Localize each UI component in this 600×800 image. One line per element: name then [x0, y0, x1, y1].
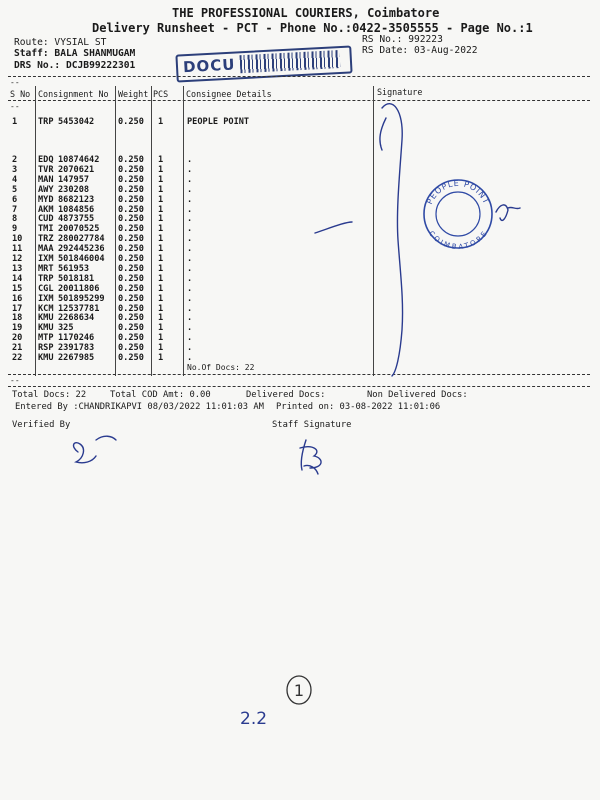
total-cod: Total COD Amt: 0.00	[110, 390, 211, 400]
seal-top-text: PEOPLE POINT	[424, 178, 492, 206]
seal-initial	[496, 205, 520, 221]
row-sno: 10	[12, 234, 23, 245]
row-consignment-no: 292445236	[58, 244, 105, 255]
col-signature: Signature	[377, 87, 423, 97]
row-sno: 19	[12, 323, 23, 334]
row-pcs: 1	[158, 353, 164, 363]
row-pcs: 1	[158, 155, 164, 165]
row-weight: 0.250	[118, 194, 144, 205]
row-weight: 0.250	[118, 155, 144, 165]
row-consignee: .	[187, 273, 193, 284]
verified-signature	[74, 436, 116, 463]
row-weight: 0.250	[118, 174, 144, 185]
row-pcs: 1	[158, 303, 164, 314]
row-sno: 2	[12, 155, 18, 165]
row-consignee: .	[187, 263, 193, 274]
row-code: KMU	[38, 353, 54, 363]
row-sno: 6	[12, 194, 18, 205]
row-weight: 0.250	[118, 273, 144, 284]
row-pcs: 1	[158, 244, 164, 255]
row-consignee: .	[187, 184, 193, 195]
runsheet-subtitle: Delivery Runsheet - PCT - Phone No.:0422-3505555 - Page No.:1	[92, 21, 533, 35]
row-consignee: .	[187, 174, 193, 185]
company-title: THE PROFESSIONAL COURIERS, Coimbatore	[172, 6, 440, 20]
row-weight: 0.250	[118, 234, 144, 245]
row-code: MRT	[38, 263, 54, 274]
row-consignee: .	[187, 234, 193, 245]
row-sno: 21	[12, 343, 23, 354]
row-code: TMI	[38, 224, 54, 235]
row-sno: 9	[12, 224, 18, 235]
row-code: KMU	[38, 313, 54, 324]
people-point-seal	[424, 179, 492, 251]
row-weight: 0.250	[118, 293, 144, 304]
verified-by-label: Verified By	[12, 420, 71, 430]
row-consignee: .	[187, 254, 193, 264]
circled-number: 1	[293, 681, 305, 700]
row-code: AWY	[38, 184, 54, 195]
row-code: EDQ	[38, 155, 54, 165]
row-weight: 0.250	[118, 353, 144, 363]
staff-signature	[300, 440, 321, 474]
row-code: IXM	[38, 254, 54, 264]
row-consignment-no: 20011806	[58, 283, 100, 294]
printed-on: Printed on: 03-08-2022 11:01:06	[276, 402, 441, 412]
row-consignment-no: 2267985	[58, 353, 95, 363]
row-consignee: .	[187, 303, 193, 314]
row-consignment-no: 5018181	[58, 273, 95, 284]
row-pcs: 1	[158, 273, 164, 284]
row-sno: 3	[12, 164, 18, 175]
row-consignment-no: 147957	[58, 174, 90, 185]
row-consignee: .	[187, 333, 193, 344]
row-code: CGL	[38, 283, 54, 294]
recipient-signature	[315, 104, 403, 376]
row-weight: 0.250	[118, 204, 144, 215]
row-consignee: .	[187, 155, 193, 165]
row-weight: 0.250	[118, 263, 144, 274]
row-consignment-no: 4873755	[58, 214, 95, 225]
col-sno: S No	[10, 89, 31, 99]
row-consignee: .	[187, 194, 193, 205]
row-weight: 0.250	[118, 254, 144, 264]
row-code: MAA	[38, 244, 54, 255]
row-code: MTP	[38, 333, 54, 344]
row-sno: 7	[12, 204, 18, 215]
row-consignment-no: 10874642	[58, 155, 100, 165]
row-consignment-no: 1170246	[58, 333, 95, 344]
row-consignment-no: 12537781	[58, 303, 100, 314]
row-weight: 0.250	[118, 343, 144, 354]
row-code: TVR	[38, 164, 54, 175]
row-consignee: .	[187, 214, 193, 225]
col-consignment: Consignment No	[38, 89, 109, 99]
row-consignment-no: 2070621	[58, 164, 95, 175]
row-sno: 13	[12, 263, 23, 274]
row-consignment-no: 325	[58, 323, 74, 334]
row-pcs: 1	[158, 283, 164, 294]
staff-signature-label: Staff Signature	[272, 420, 352, 430]
row-consignment-no: 8682123	[58, 194, 95, 205]
row-weight: 0.250	[118, 333, 144, 344]
row-weight: 0.250	[118, 214, 144, 225]
row-consignee: .	[187, 224, 193, 235]
total-docs: Total Docs: 22	[12, 390, 87, 400]
row-sno: 18	[12, 313, 23, 324]
rs-number: RS No.: 992223	[362, 34, 443, 45]
row-pcs: 1	[158, 224, 164, 235]
row-consignee: PEOPLE POINT	[187, 117, 250, 127]
row-consignment-no: 501895299	[58, 293, 105, 304]
non-delivered-docs: Non Delivered Docs:	[367, 390, 468, 400]
row-sno: 16	[12, 293, 23, 304]
row-weight: 0.250	[118, 323, 144, 334]
row-weight: 0.250	[118, 224, 144, 235]
row-pcs: 1	[158, 313, 164, 324]
row-consignee: .	[187, 353, 193, 363]
row-code: TRZ	[38, 234, 54, 245]
row-consignment-no: 1084856	[58, 204, 95, 215]
row-weight: 0.250	[118, 184, 144, 195]
row-sno: 17	[12, 303, 23, 314]
staff-label: Staff: BALA SHANMUGAM	[14, 48, 136, 59]
row-pcs: 1	[158, 164, 164, 175]
seal-bottom-text: COIMBATORE	[426, 229, 490, 252]
row-weight: 0.250	[118, 117, 144, 127]
row-consignment-no: 561953	[58, 263, 90, 274]
row-code: CUD	[38, 214, 54, 225]
no-of-docs: No.Of Docs: 22	[187, 363, 255, 372]
row-sno: 12	[12, 254, 23, 264]
row-sno: 20	[12, 333, 23, 344]
rs-date: RS Date: 03-Aug-2022	[362, 45, 478, 56]
row-pcs: 1	[158, 343, 164, 354]
row-sno: 8	[12, 214, 18, 225]
row-code: MYD	[38, 194, 54, 205]
row-pcs: 1	[158, 293, 164, 304]
col-weight: Weight	[118, 89, 149, 99]
row-code: RSP	[38, 343, 54, 354]
row-consignee: .	[187, 283, 193, 294]
row-consignment-no: 2391783	[58, 343, 95, 354]
row-pcs: 1	[158, 214, 164, 225]
row-pcs: 1	[158, 263, 164, 274]
row-pcs: 1	[158, 194, 164, 205]
row-pcs: 1	[158, 333, 164, 344]
row-code: AKM	[38, 204, 54, 215]
row-consignee: .	[187, 323, 193, 334]
row-consignment-no: 20070525	[58, 224, 100, 235]
row-pcs: 1	[158, 204, 164, 215]
row-consignee: .	[187, 164, 193, 175]
row-pcs: 1	[158, 323, 164, 334]
row-code: TRP	[38, 273, 54, 284]
row-code: MAN	[38, 174, 54, 185]
row-weight: 0.250	[118, 283, 144, 294]
row-consignee: .	[187, 244, 193, 255]
row-consignee: .	[187, 293, 193, 304]
row-consignment-no: 5453042	[58, 117, 95, 127]
row-consignee: .	[187, 204, 193, 215]
row-sno: 14	[12, 273, 23, 284]
row-pcs: 1	[158, 234, 164, 245]
row-code: KMU	[38, 323, 54, 334]
col-consignee: Consignee Details	[186, 89, 272, 99]
row-consignment-no: 280027784	[58, 234, 105, 245]
row-code: KCM	[38, 303, 54, 314]
row-sno: 5	[12, 184, 18, 195]
stamp-text: DOCU	[182, 55, 236, 77]
handwritten-note: 2.2	[240, 709, 268, 729]
row-code: IXM	[38, 293, 54, 304]
drs-number: DRS No.: DCJB99222301	[14, 60, 136, 71]
delivered-docs: Delivered Docs:	[246, 390, 326, 400]
entered-by: Entered By :CHANDRIKAPVI 08/03/2022 11:01:03 AM	[15, 402, 264, 412]
row-pcs: 1	[158, 174, 164, 185]
row-consignment-no: 501846004	[58, 254, 105, 264]
row-consignment-no: 2268634	[58, 313, 95, 324]
row-consignee: .	[187, 313, 193, 324]
row-sno: 22	[12, 353, 23, 363]
row-sno: 4	[12, 174, 18, 185]
row-sno: 11	[12, 244, 23, 255]
row-weight: 0.250	[118, 244, 144, 255]
row-weight: 0.250	[118, 303, 144, 314]
row-weight: 0.250	[118, 313, 144, 324]
row-sno: 15	[12, 283, 23, 294]
row-pcs: 1	[158, 117, 164, 127]
row-consignee: .	[187, 343, 193, 354]
col-pcs: PCS	[153, 89, 169, 99]
row-code: TRP	[38, 117, 54, 127]
row-sno: 1	[12, 117, 18, 127]
row-pcs: 1	[158, 254, 164, 264]
row-weight: 0.250	[118, 164, 144, 175]
row-consignment-no: 230208	[58, 184, 90, 195]
row-pcs: 1	[158, 184, 164, 195]
route-label: Route: VYSIAL ST	[14, 37, 107, 48]
